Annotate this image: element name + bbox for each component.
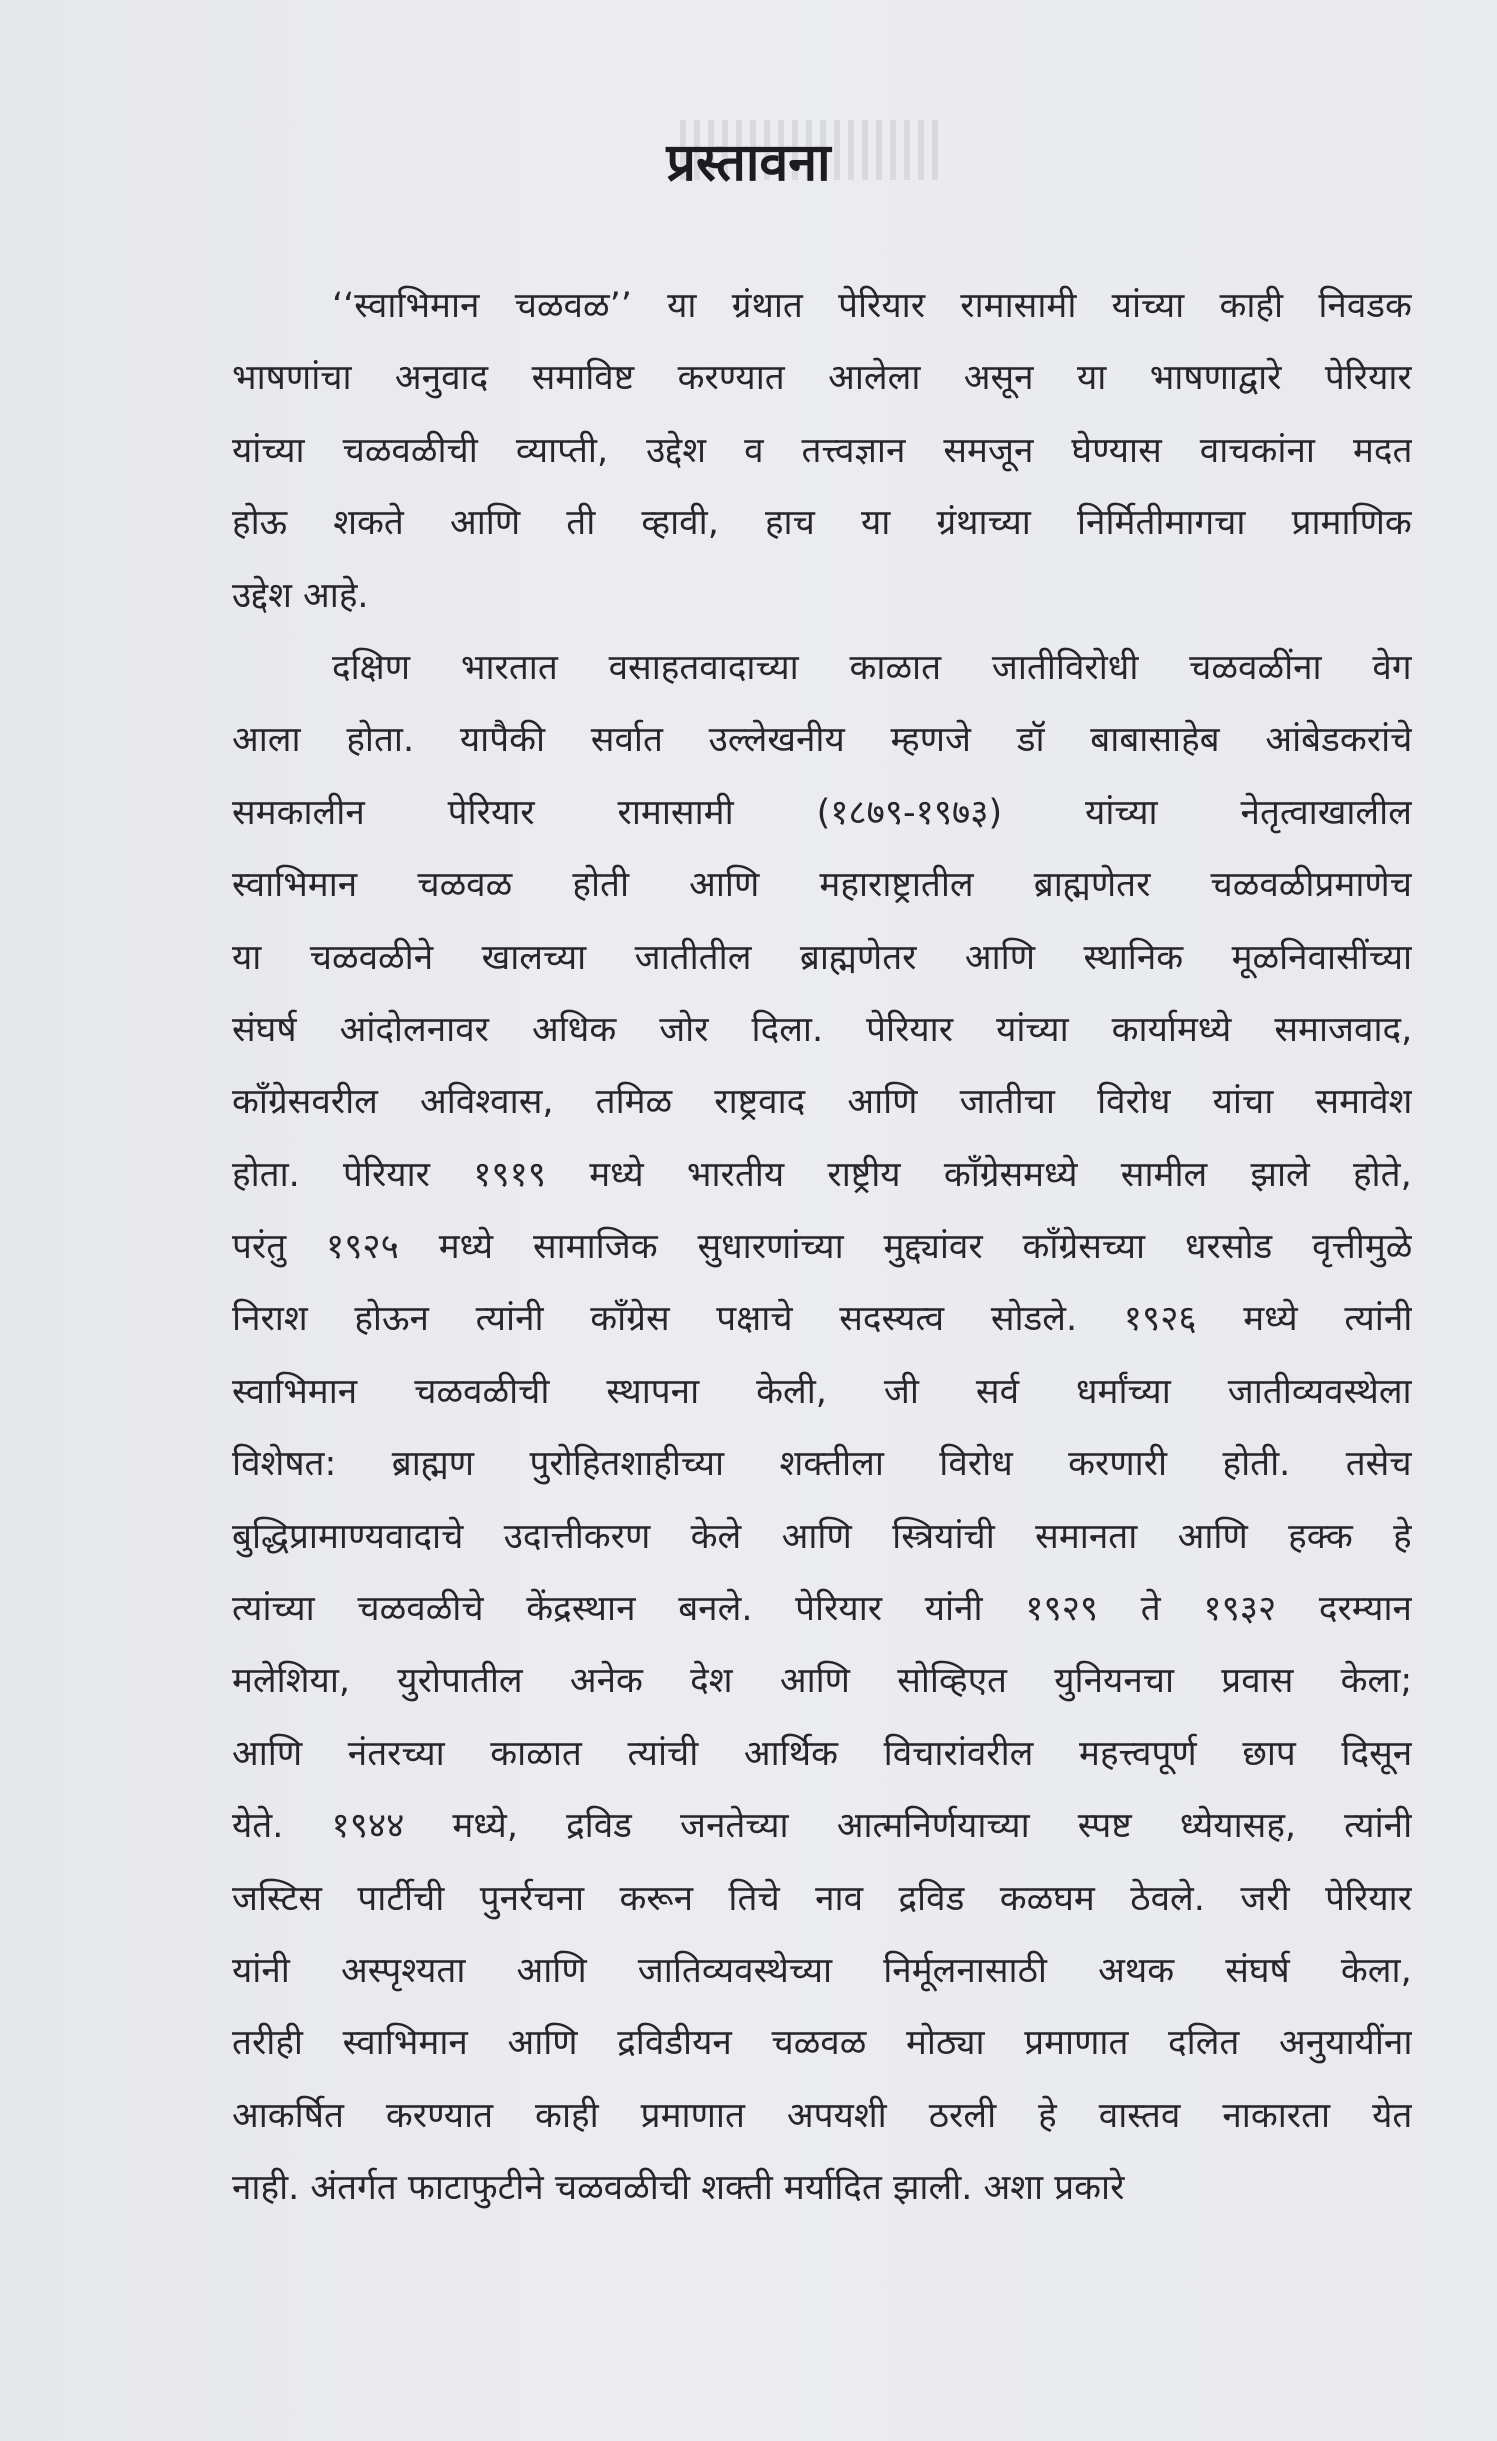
text-line: भाषणांचा अनुवाद समाविष्ट करण्यात आलेला असून या भाषणाद्वारे पेरियार	[232, 358, 1412, 399]
text-line: स्वाभिमान चळवळीची स्थापना केली, जी सर्व धर्मांच्या जातीव्यवस्थेला	[232, 1371, 1412, 1412]
text-line: तरीही स्वाभिमान आणि द्रविडीयन चळवळ मोठ्या प्रमाणात दलित अनुयायींना	[232, 2023, 1412, 2064]
text-line: नाही. अंतर्गत फाटाफुटीने चळवळीची शक्ती मर्यादित झाली. अशा प्रकारे	[232, 2168, 1125, 2209]
text-line: या चळवळीने खालच्या जातीतील ब्राह्मणेतर आणि स्थानिक मूळनिवासींच्या	[232, 937, 1412, 978]
text-line: ‘‘स्वाभिमान चळवळ’’ या ग्रंथात पेरियार रामासामी यांच्या काही निवडक	[332, 286, 1412, 326]
text-line: निराश होऊन त्यांनी काँग्रेस पक्षाचे सदस्यत्व सोडले. १९२६ मध्ये त्यांनी	[232, 1299, 1412, 1340]
text-line: येते. १९४४ मध्ये, द्रविड जनतेच्या आत्मनिर्णयाच्या स्पष्ट ध्येयासह, त्यांनी	[232, 1806, 1412, 1847]
text-line: आकर्षित करण्यात काही प्रमाणात अपयशी ठरली हे वास्तव नाकारता येत	[232, 2095, 1412, 2136]
text-line: उद्देश आहे.	[232, 575, 369, 616]
text-line: त्यांच्या चळवळीचे केंद्रस्थान बनले. पेरियार यांनी १९२९ ते १९३२ दरम्यान	[232, 1589, 1412, 1630]
text-line: होता. पेरियार १९१९ मध्ये भारतीय राष्ट्रीय काँग्रेसमध्ये सामील झाले होते,	[232, 1154, 1412, 1195]
text-line: यांच्या चळवळीची व्याप्ती, उद्देश व तत्त्वज्ञान समजून घेण्यास वाचकांना मदत	[232, 430, 1412, 471]
text-line: विशेषत: ब्राह्मण पुरोहितशाहीच्या शक्तीला विरोध करणारी होती. तसेच	[232, 1444, 1412, 1485]
page-title: प्रस्तावना	[666, 133, 831, 193]
text-line: आणि नंतरच्या काळात त्यांची आर्थिक विचारांवरील महत्त्वपूर्ण छाप दिसून	[232, 1733, 1412, 1774]
text-line: संघर्ष आंदोलनावर अधिक जोर दिला. पेरियार यांच्या कार्यामध्ये समाजवाद,	[232, 1009, 1412, 1050]
body-text	[232, 270, 1412, 2225]
text-line: बुद्धिप्रामाण्यवादाचे उदात्तीकरण केले आणि स्त्रियांची समानता आणि हक्क हे	[232, 1516, 1412, 1557]
paragraph	[232, 270, 1412, 632]
text-line: काँग्रेसवरील अविश्वास, तमिळ राष्ट्रवाद आणि जातीचा विरोध यांचा समावेश	[232, 1082, 1412, 1123]
text-line: यांनी अस्पृश्यता आणि जातिव्यवस्थेच्या निर्मूलनासाठी अथक संघर्ष केला,	[232, 1950, 1412, 1991]
text-line: स्वाभिमान चळवळ होती आणि महाराष्ट्रातील ब्राह्मणेतर चळवळीप्रमाणेच	[232, 865, 1412, 906]
text-line: आला होता. यापैकी सर्वात उल्लेखनीय म्हणजे डॉ बाबासाहेब आंबेडकरांचे	[232, 720, 1412, 761]
paragraph	[232, 632, 1412, 2225]
text-line: परंतु १९२५ मध्ये सामाजिक सुधारणांच्या मुद्द्यांवर काँग्रेसच्या धरसोड वृत्तीमुळे	[232, 1227, 1412, 1268]
text-line: मलेशिया, युरोपातील अनेक देश आणि सोव्हिएत युनियनचा प्रवास केला;	[232, 1661, 1412, 1702]
text-line: होऊ शकते आणि ती व्हावी, हाच या ग्रंथाच्या निर्मितीमागचा प्रामाणिक	[232, 503, 1412, 544]
text-line: दक्षिण भारतात वसाहतवादाच्या काळात जातीविरोधी चळवळींना वेग	[332, 647, 1412, 688]
text-line: जस्टिस पार्टीची पुनर्रचना करून तिचे नाव द्रविड कळघम ठेवले. जरी पेरियार	[232, 1878, 1412, 1919]
text-line: समकालीन पेरियार रामासामी (१८७९-१९७३) यांच्या नेतृत्वाखालील	[232, 792, 1412, 833]
